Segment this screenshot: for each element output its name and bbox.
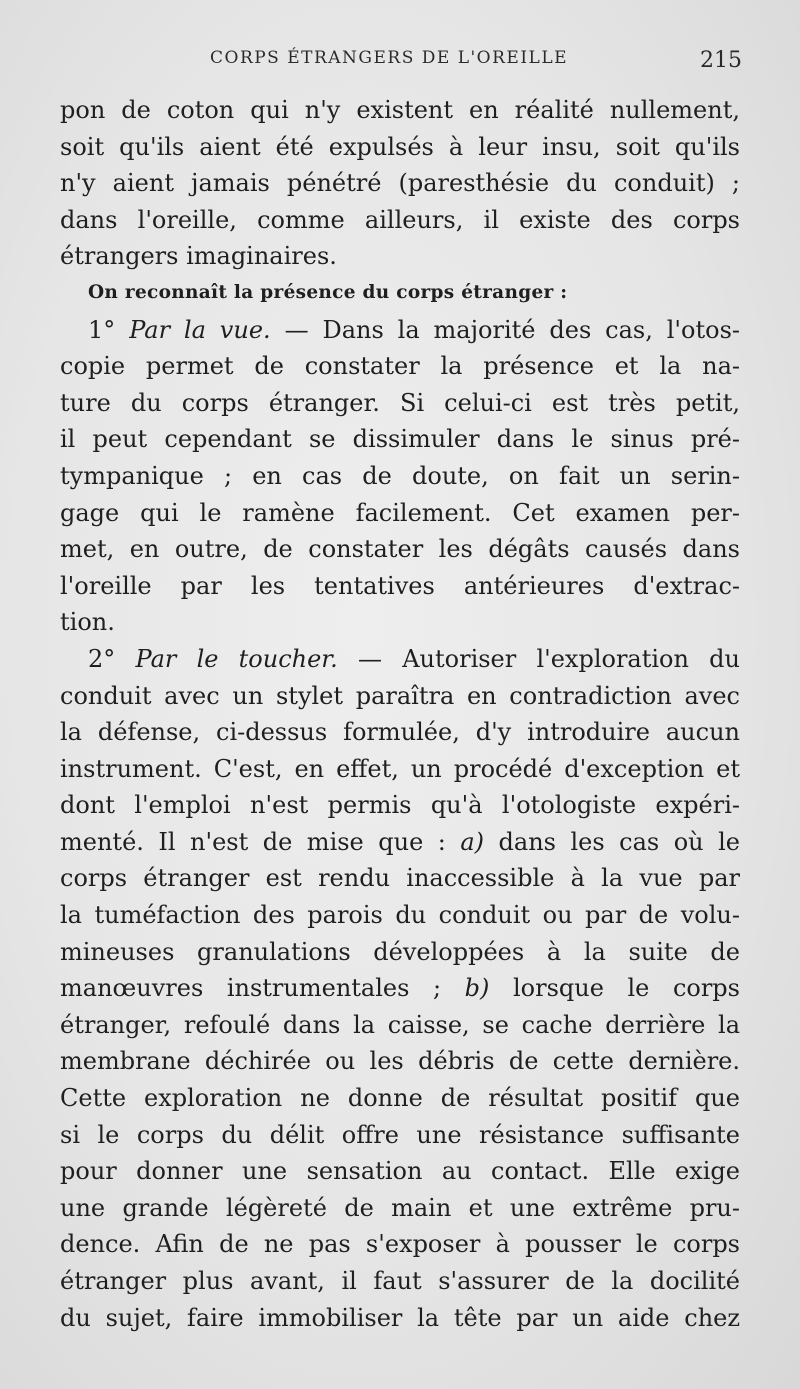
- body-text: [60, 92, 740, 1336]
- text-line: pon de coton qui n'y existent en réalité nullement,: [60, 96, 740, 124]
- text-line-manoeuvres: [60, 970, 740, 1007]
- text-line: dans l'oreille, comme ailleurs, il existe des corps: [60, 205, 740, 234]
- text-segment: lorsque le corps: [512, 974, 740, 1003]
- text-line: étranger, refoulé dans la caisse, se cache derrière la: [60, 1010, 740, 1039]
- item-2-number: 2°: [88, 644, 116, 673]
- text-line: dont l'emploi n'est permis qu'à l'otologiste expéri-: [60, 791, 740, 820]
- item-1-title: Par la vue.: [129, 315, 271, 344]
- item-2-text: — Autoriser l'exploration du: [358, 644, 740, 673]
- text-line: il peut cependant se dissimuler dans le sinus pré-: [60, 425, 740, 454]
- text-line: tympanique ; en cas de doute, on fait un serin-: [60, 461, 740, 490]
- section-subheading: On reconnaît la présence du corps étranger :: [88, 281, 568, 303]
- text-line-mente: [60, 824, 740, 861]
- text-line: instrument. C'est, en effet, un procédé d'exception et: [60, 754, 740, 783]
- text-line: copie permet de constater la présence et la na-: [60, 352, 740, 381]
- text-line: dence. Afin de ne pas s'exposer à pousser le corps: [60, 1230, 740, 1259]
- text-line: étrangers imaginaires.: [60, 242, 337, 271]
- text-line: Cette exploration ne donne de résultat positif que: [60, 1084, 740, 1113]
- text-line: pour donner une sensation au contact. Elle exige: [60, 1157, 740, 1186]
- text-line: met, en outre, de constater les dégâts causés dans: [60, 535, 740, 564]
- text-line: une grande légèreté de main et une extrême pru-: [60, 1193, 740, 1222]
- text-segment: menté. Il n'est de mise que :: [60, 827, 446, 856]
- text-line: membrane déchirée ou les débris de cette dernière.: [60, 1047, 740, 1076]
- text-line: corps étranger est rendu inaccessible à la vue par: [60, 864, 740, 893]
- item-1-text: — Dans la majorité des cas, l'otos-: [284, 315, 740, 344]
- list-letter-b: b): [464, 974, 490, 1003]
- text-line: conduit avec un stylet paraîtra en contradiction avec: [60, 681, 740, 710]
- running-head: CORPS ÉTRANGERS DE L'OREILLE: [210, 48, 569, 68]
- text-line: mineuses granulations développées à la suite de: [60, 937, 740, 966]
- item-1-first-line: [60, 312, 740, 349]
- text-line: gage qui le ramène facilement. Cet examen per-: [60, 498, 740, 527]
- item-1-number: 1°: [88, 315, 116, 344]
- text-line: soit qu'ils aient été expulsés à leur insu, soit qu'ils: [60, 132, 740, 161]
- text-segment: manœuvres instrumentales ;: [60, 974, 442, 1003]
- text-line: étranger plus avant, il faut s'assurer de la docilité: [60, 1267, 740, 1295]
- list-letter-a: a): [460, 827, 485, 856]
- text-line: du sujet, faire immobiliser la tête par un aide chez: [60, 1303, 740, 1332]
- text-segment: dans les cas où le: [498, 827, 740, 856]
- text-line: si le corps du délit offre une résistance suffisante: [60, 1120, 740, 1149]
- page-number: 215: [700, 48, 742, 73]
- text-line: tion.: [60, 608, 115, 637]
- text-line: la tuméfaction des parois du conduit ou par de volu-: [60, 901, 740, 930]
- page-header: [60, 44, 742, 84]
- text-line: ture du corps étranger. Si celui-ci est très petit,: [60, 388, 740, 417]
- text-line: l'oreille par les tentatives antérieures d'extrac-: [60, 571, 740, 600]
- item-2-title: Par le toucher.: [135, 644, 338, 673]
- item-2-first-line: [60, 641, 740, 678]
- text-line: la défense, ci-dessus formulée, d'y introduire aucun: [60, 718, 740, 747]
- text-line: n'y aient jamais pénétré (paresthésie du conduit) ;: [60, 169, 740, 198]
